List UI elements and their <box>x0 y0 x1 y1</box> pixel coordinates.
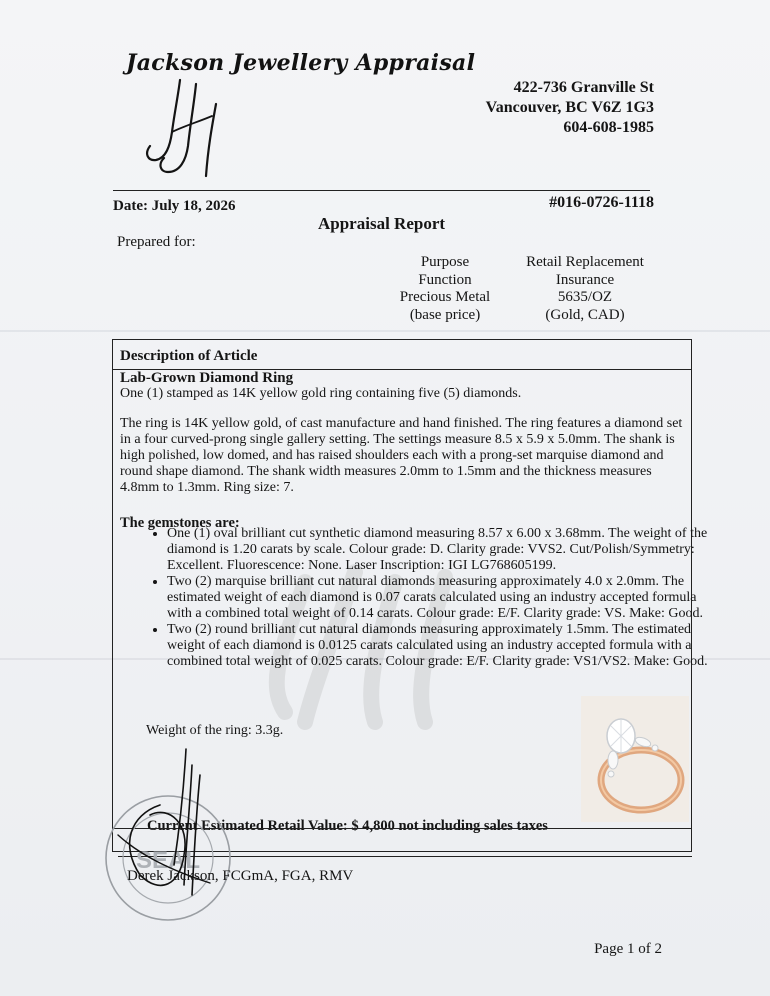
gemstones-heading: The gemstones are: <box>120 515 240 531</box>
ring-photo <box>581 696 689 822</box>
base-price-label: (base price) <box>409 306 481 323</box>
article-summary: One (1) stamped as 14K yellow gold ring containing five (5) diamonds. <box>120 386 522 401</box>
purpose-labels <box>395 254 495 324</box>
estimated-retail-value: Current Estimated Retail Value: $ 4,800 not including sales taxes <box>147 818 548 834</box>
gemstone-item-round: • Two (2) round brilliant cut natural diamonds measuring approximately 1.5mm. The estimated weight of each diamond is 0.0125 carats calculated using an industry accepted formula with a combined total weight of 0.025 carats. Colour grade: E/F. Clarity grade: VS1/VS2. Make: Good. <box>167 622 711 670</box>
address-phone: 604-608-1985 <box>563 119 654 136</box>
prepared-for-label: Prepared for: <box>117 234 196 250</box>
address-city: Vancouver, BC V6Z 1G3 <box>485 99 654 116</box>
appraiser-name: Derek Jackson, FCGmA, FGA, RMV <box>127 868 354 884</box>
article-title: Lab-Grown Diamond Ring <box>120 370 294 386</box>
purpose-label: Purpose <box>420 254 470 270</box>
description-header <box>113 340 691 370</box>
paper-fold-line <box>0 330 770 332</box>
purpose-value: Retail Replacement <box>526 254 644 270</box>
base-price-value: (Gold, CAD) <box>545 306 625 323</box>
company-name: Jackson Jewellery Appraisal <box>126 50 476 76</box>
report-date: Date: July 18, 2026 <box>113 198 236 214</box>
company-address <box>486 78 654 138</box>
report-title: Appraisal Report <box>318 214 446 233</box>
report-reference-number: #016-0726-1118 <box>549 194 654 211</box>
description-label: Description of Article <box>120 348 258 364</box>
ring-description: The ring is 14K yellow gold, of cast manufacture and hand finished. The ring features a diamond set in a four curved-prong single gallery setting. The settings measure 8.5 x 5.9 x 5.0mm. The shank is high polished, low domed, and has raised shoulders each with a prong-set marquise diamond and round shape diamond. The shank width measures 2.0mm to 1.5mm and the thickness measures 4.8mm to 1.3mm. Ring size: 7. <box>120 416 683 495</box>
gemstone-list <box>143 526 711 670</box>
precious-metal-value: 5635/OZ <box>557 289 613 305</box>
function-label: Function <box>418 271 472 288</box>
function-value: Insurance <box>555 271 615 288</box>
purpose-values <box>520 254 650 324</box>
address-street: 422-736 Granville St <box>513 79 654 96</box>
ring-weight: Weight of the ring: 3.3g. <box>146 723 284 738</box>
page-number: Page 1 of 2 <box>594 941 662 957</box>
jj-monogram-logo <box>138 76 238 186</box>
seal-text: SEAL <box>135 847 201 874</box>
gemstone-item-center: • One (1) oval brilliant cut synthetic diamond measuring 8.57 x 6.00 x 3.68mm. The weight of the diamond is 1.20 carats by scale. Colour grade: D. Clarity grade: VVS2. Cut/Polish/Symmetry: Excellent. Fluorescence: None. Laser Inscription: IGI LG768605199. <box>167 526 711 574</box>
header-divider <box>113 190 650 191</box>
gemstone-item-marquise: • Two (2) marquise brilliant cut natural diamonds measuring approximately 4.0 x 2.0mm. The estimated weight of each diamond is 0.07 carats calculated using an industry accepted formula with a combined total weight of 0.14 carats. Colour grade: E/F. Clarity grade: VS. Make: Good. <box>167 574 711 622</box>
precious-metal-label: Precious Metal <box>399 289 491 305</box>
